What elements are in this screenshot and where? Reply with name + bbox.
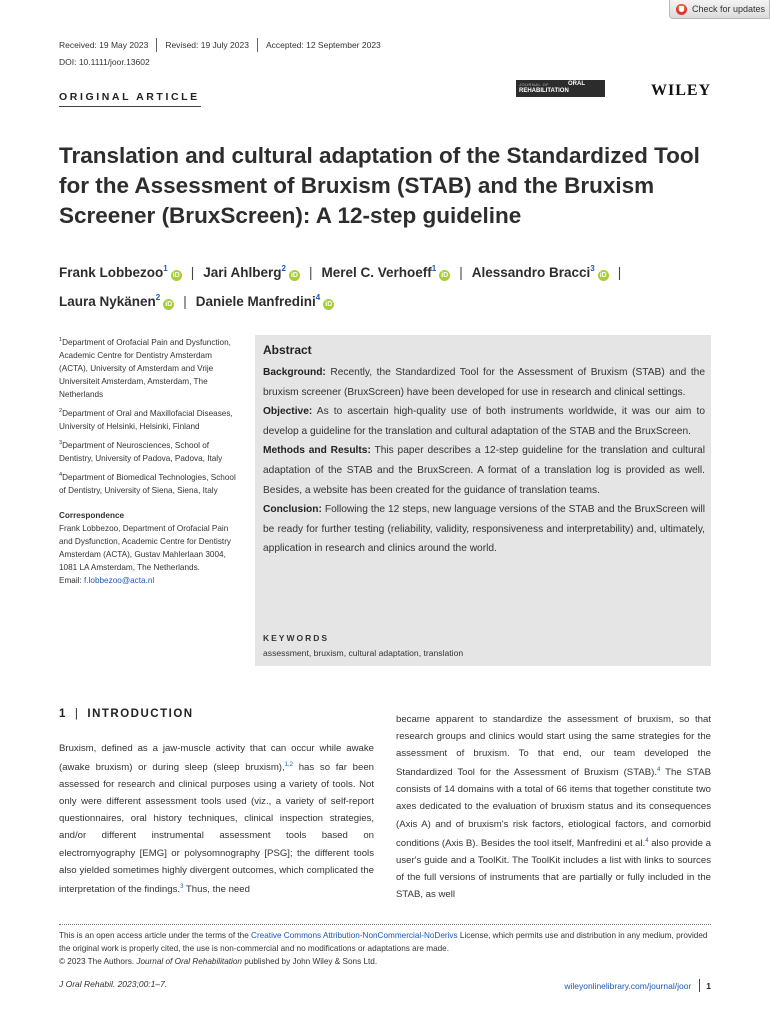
citation-link[interactable]: 4	[645, 837, 649, 844]
affiliation-marker: 2	[155, 293, 161, 302]
date-divider	[156, 38, 157, 52]
license-text: This is an open access article under the terms of the	[59, 931, 252, 940]
license-text: License, which permits use and distribution in any medium, provided the original work is properly cited, the use is non-commercial and no modifications or adaptations are made.	[59, 931, 708, 953]
keywords-heading: KEYWORDS	[263, 633, 330, 643]
footer-right	[564, 979, 711, 992]
abstract-section-label: Background:	[263, 367, 326, 378]
email-link[interactable]: f.lobbezoo@acta.nl	[84, 576, 155, 585]
section-heading-separator: |	[74, 708, 80, 720]
footnote-divider	[59, 924, 711, 925]
journal-url-link[interactable]: wileyonlinelibrary.com/journal/joor	[564, 980, 692, 991]
author[interactable]	[59, 265, 182, 280]
intro-paragraph-right	[396, 711, 711, 903]
affiliation	[59, 405, 237, 433]
affiliation-marker: 1	[163, 264, 168, 273]
journal-logo-name-1: ORAL	[568, 81, 585, 87]
author-separator: |	[190, 265, 195, 280]
section-number: 1	[59, 708, 67, 720]
body-text-run: The STAB consists of 14 domains with a total of 66 items that together constitute two axes dedicated to the evaluation of bruxism status and its consequences (Axis A) and of bruxism's risk factors, etiological factors, and comorbid conditions (Axis B). Besides the tool itself, Manfredini et al.	[396, 767, 711, 849]
citation-link[interactable]: 4	[657, 767, 661, 774]
affiliation	[59, 437, 237, 465]
page-number: 1	[706, 980, 711, 991]
abstract-section-label: Conclusion:	[263, 504, 322, 516]
abstract-conclusion	[263, 500, 705, 559]
article-dates	[59, 38, 381, 52]
affiliation-text: Department of Orofacial Pain and Dysfunction, Academic Centre for Dentistry Amsterdam (ACTA), University of Amsterdam and Vrije Universiteit Amsterdam, Amsterdam, The Netherlands	[59, 338, 231, 399]
abstract-section-label: Methods and Results:	[263, 445, 371, 457]
author-name: Frank Lobbezoo	[59, 265, 164, 280]
check-for-updates-label: Check for updates	[692, 4, 766, 14]
affiliation-marker: 2	[281, 264, 286, 273]
author-separator: |	[617, 265, 622, 280]
citation-link[interactable]: 1,2	[284, 762, 294, 769]
copyright-text: published by John Wiley & Sons Ltd.	[241, 957, 378, 966]
author[interactable]	[196, 294, 334, 309]
author[interactable]	[472, 265, 609, 280]
abstract-heading: Abstract	[263, 343, 312, 357]
affiliation-text: Department of Neurosciences, School of Dentistry, University of Padova, Padova, Italy	[59, 441, 223, 463]
affiliation-marker: 4	[315, 293, 321, 302]
affiliation-text: Department of Biomedical Technologies, School of Dentistry, University of Siena, Siena, Italy	[59, 473, 236, 495]
section-title: INTRODUCTION	[87, 708, 194, 720]
orcid-icon[interactable]: iD	[441, 272, 449, 279]
abstract-box	[255, 335, 711, 666]
article-title: Translation and cultural adaptation of the Standardized Tool for the Assessment of Bruxism (STAB) and the Bruxism Screener (BruxScreen): A 12-step guideline	[59, 143, 700, 228]
copyright-text: © 2023 The Authors.	[59, 957, 137, 966]
orcid-icon[interactable]: iD	[290, 272, 298, 279]
affiliation-number: 1	[59, 337, 63, 343]
abstract-content	[263, 343, 705, 559]
footer-divider	[699, 979, 700, 992]
accepted-date: Accepted: 12 September 2023	[265, 40, 381, 50]
affiliations	[59, 334, 237, 587]
check-for-updates-button[interactable]	[669, 0, 770, 19]
orcid-icon[interactable]: iD	[165, 301, 173, 308]
abstract-section-text: As to ascertain high-quality use of both instruments worldwide, it was our aim to develop a guideline for the translation and cultural adaptation of the STAB and the BruxScreen.	[263, 406, 705, 437]
author-name: Daniele Manfredini	[195, 294, 316, 309]
body-column-right	[396, 711, 711, 903]
license-notice	[59, 929, 711, 968]
body-text-run: has so far been assessed for research and clinical purposes using a variety of tools. Not only were different assessment tools used (viz., a variety of self-report questionnaires, oral history techniques, clinical inspection strategies, and/or different instrumental assessment tools based on electromyography [EMG] or polysomnography [PSG]; the different tools also yielded sometimes highly divergent outcomes, which complicated the interpretation of the findings.	[59, 762, 374, 895]
body-text-run: also provide a user's guide and a ToolKit. The ToolKit includes a list with links to sources of the full versions of instruments that are partially or fully included in the STAB, as well	[396, 837, 711, 900]
intro-paragraph-left	[59, 740, 374, 898]
article-type-rule	[59, 106, 201, 107]
author-name: Merel C. Verhoeff	[321, 265, 432, 280]
author-name: Laura Nykänen	[59, 294, 156, 309]
email-label: Email:	[59, 576, 85, 585]
correspondence-address: Frank Lobbezoo, Department of Orofacial Pain and Dysfunction, Academic Centre for Dentistry Amsterdam (ACTA), Gustav Mahlerlaan 3004, 1081 LA Amsterdam, The Netherlands.	[59, 524, 232, 572]
body-text-run: Thus, the need	[183, 883, 250, 895]
article-type: ORIGINAL ARTICLE	[59, 91, 200, 103]
affiliation	[59, 334, 237, 401]
author-separator: |	[308, 265, 313, 280]
received-date: Received: 19 May 2023	[59, 40, 149, 50]
author-separator: |	[183, 294, 187, 309]
author-name: Jari Ahlberg	[203, 265, 282, 280]
keywords: assessment, bruxism, cultural adaptation, translation	[263, 648, 464, 658]
doi: DOI: 10.1111/joor.13602	[59, 57, 150, 67]
abstract-section-text: Recently, the Standardized Tool for the Assessment of Bruxism (STAB) and the bruxism screener (BruxScreen) have been developed for use in research and clinical settings.	[263, 367, 705, 398]
correspondence-email	[59, 574, 237, 587]
abstract-section-text: This paper describes a 12-step guideline for the translation and cultural adaptation of the STAB and the BruxScreen. A format of a translation log is provided as well. Besides, a website has been created for the guidance of translation teams.	[263, 445, 705, 496]
crossmark-icon	[676, 4, 687, 15]
affiliation-text: Department of Oral and Maxillofacial Diseases, University of Helsinki, Helsinki, Finland	[59, 409, 233, 431]
author-separator: |	[459, 265, 463, 280]
date-divider	[257, 38, 258, 52]
correspondence-heading: Correspondence	[59, 511, 125, 520]
abstract-section-text: Following the 12 steps, new language versions of the STAB and the BruxScreen will be ready for further testing (reliability, validity, responsiveness and interpretability) and, ultimately, application in research and clinics around the world.	[263, 504, 705, 555]
body-text-run: Bruxism, defined as a jaw-muscle activity that can occur while awake (awake bruxism) or during sleep (sleep bruxism),	[59, 743, 374, 774]
affiliation-number: 4	[59, 472, 63, 478]
footer-citation: J Oral Rehabil. 2023;00:1–7.	[59, 979, 168, 989]
journal-logo	[516, 80, 605, 97]
publisher-logo: WILEY	[651, 82, 712, 99]
orcid-icon[interactable]: iD	[325, 301, 333, 308]
orcid-icon[interactable]: iD	[172, 272, 180, 279]
affiliation	[59, 469, 237, 497]
affiliation-number: 2	[59, 408, 63, 414]
author-list	[59, 256, 699, 314]
license-link[interactable]: Creative Commons Attribution-NonCommercial-NoDerivs	[251, 931, 458, 940]
abstract-section-label: Objective:	[263, 406, 313, 418]
author[interactable]	[59, 294, 174, 309]
abstract-objective	[263, 402, 705, 441]
affiliation-marker: 3	[590, 264, 595, 273]
journal-logo-small-text: JOURNAL OF	[519, 82, 550, 87]
revised-date: Revised: 19 July 2023	[165, 40, 249, 50]
copyright-journal: Journal of Oral Rehabilitation	[136, 957, 242, 966]
body-column-left	[59, 708, 374, 898]
orcid-icon[interactable]: iD	[599, 272, 607, 279]
author[interactable]	[203, 265, 300, 280]
abstract-background	[263, 363, 705, 402]
abstract-methods-results	[263, 441, 705, 500]
affiliation-number: 3	[59, 440, 63, 446]
author-name: Alessandro Bracci	[471, 265, 591, 280]
body-text-run: became apparent to standardize the assessment of bruxism, so that research groups and clinics would start using the same strategies for the assessment of bruxism. To that end, our team developed the Standardized Tool for the Assessment of Bruxism (STAB).	[396, 714, 711, 779]
citation-link[interactable]: 3	[180, 883, 184, 890]
journal-logo-name-2: REHABILITATION	[519, 88, 569, 94]
affiliation-marker: 1	[431, 264, 437, 273]
section-heading	[59, 708, 374, 720]
author[interactable]	[321, 265, 450, 280]
